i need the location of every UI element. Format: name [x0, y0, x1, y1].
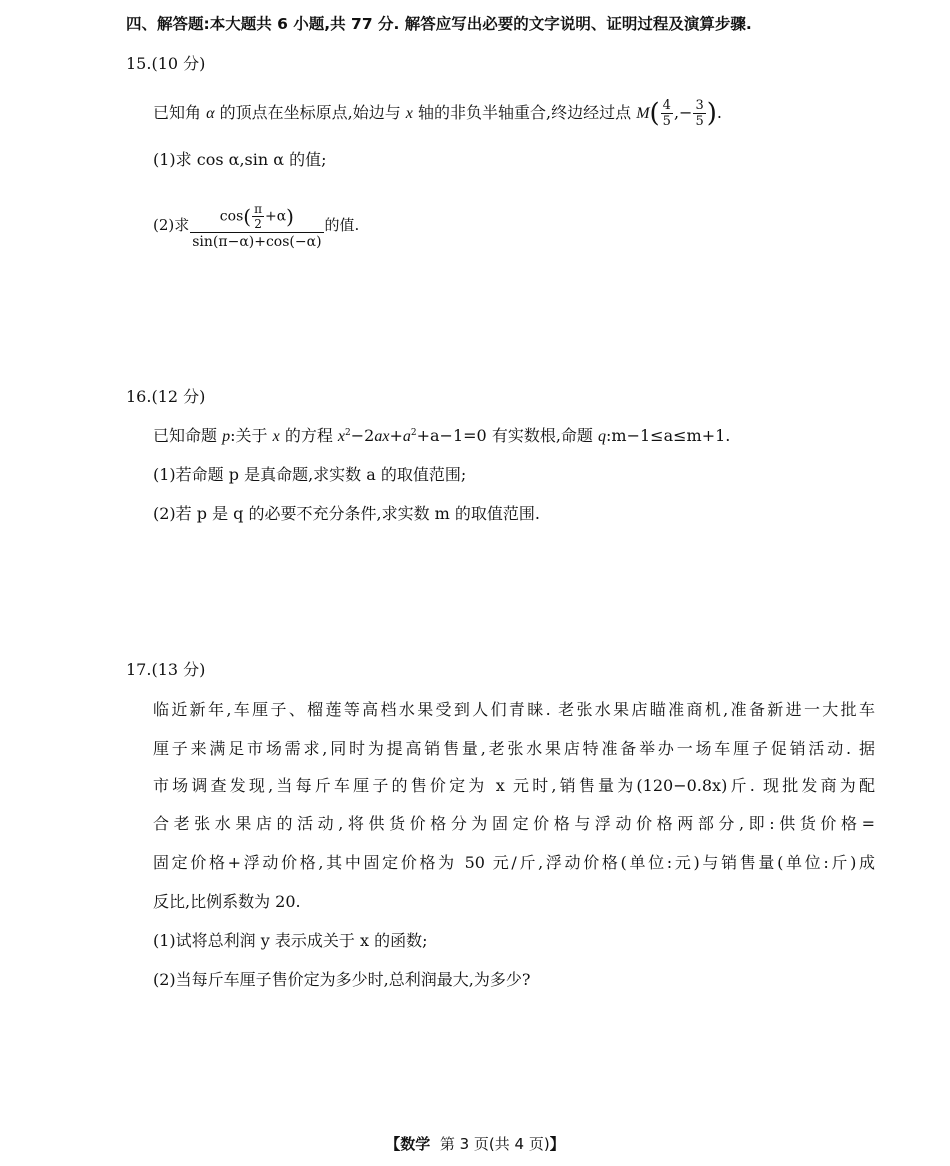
section-title: 四、解答题:本大题共 6 小题,共 77 分. 解答应写出必要的文字说明、证明过程及演算步骤. — [126, 15, 752, 33]
q16-stem-c: 的方程 — [284, 426, 333, 445]
q15-frac-2-den: 5 — [695, 114, 704, 129]
q15-frac-2 — [693, 99, 705, 128]
q15-stem-pre: 已知角 — [153, 103, 202, 122]
footer-bracket-close: 】 — [549, 1135, 565, 1153]
q15-part2-num-pi: π — [254, 202, 262, 216]
q17-paragraph-line-5: 固定价格+浮动价格,其中固定价格为 50 元/斤,浮动价格(单位:元)与销售量(单位:斤)成 — [153, 853, 875, 872]
q16-x: x — [272, 428, 280, 445]
q15-part1: (1)求 cos α,sin α 的值; — [153, 150, 327, 169]
footer-subject: 数学 — [400, 1135, 431, 1153]
q15-point-rparen: ) — [706, 98, 717, 129]
q16-eq-plus: + — [389, 426, 403, 445]
q15-stem-post: 轴的非负半轴重合,终边经过点 — [418, 103, 632, 122]
q17-part1: (1)试将总利润 y 表示成关于 x 的函数; — [153, 931, 428, 950]
q15-part2-pre: (2)求 — [153, 216, 190, 234]
q15-point-lparen: ( — [649, 98, 660, 129]
q15-frac-1-num: 4 — [662, 98, 671, 113]
q16-q: q — [598, 428, 607, 445]
q17-paragraph-line-1: 临近新年,车厘子、榴莲等高档水果受到人们青睐. 老张水果店瞄准商机,准备新进一大批车 — [153, 700, 875, 719]
q15-alpha: α — [206, 105, 215, 122]
q15-part2-num-tail: +α — [264, 208, 287, 225]
q15-stem-mid: 的顶点在坐标原点,始边与 — [219, 103, 401, 122]
q16-eq-x: x — [337, 428, 346, 445]
q15-stem — [153, 97, 722, 129]
q17-label: 17.(13 分) — [126, 660, 206, 679]
q17-paragraph-line-2: 厘子来满足市场需求,同时为提高销售量,老张水果店特准备举办一场车厘子促销活动. 据 — [153, 739, 875, 758]
q16-stem-d: 有实数根,命题 — [491, 426, 593, 445]
q15-label: 15.(10 分) — [126, 54, 206, 73]
q16-p: p — [222, 428, 231, 445]
q16-eq-mid: −2 — [350, 426, 375, 445]
q15-part2-numerator — [190, 203, 323, 233]
q16-stem-b: :关于 — [230, 426, 268, 445]
q16-eq-rest: +a−1=0 — [416, 426, 487, 445]
q15-part2-num-lparen: ( — [243, 204, 252, 229]
q15-part2-num-rparen: ) — [286, 204, 294, 229]
q16-eq-square: 2 — [345, 428, 351, 438]
footer-bracket-open: 【 — [385, 1135, 401, 1153]
page-footer — [0, 1134, 950, 1154]
q16-eq-a: a — [402, 428, 411, 445]
q15-part2-num-cos: cos — [219, 208, 244, 225]
q17-paragraph-line-3: 市场调查发现,当每斤车厘子的售价定为 x 元时,销售量为(120−0.8x)斤. 现批发商为配 — [153, 776, 875, 795]
q15-part2-num-two: 2 — [254, 217, 262, 231]
q17-paragraph-line-4: 合老张水果店的活动,将供货价格分为固定价格与浮动价格两部分,即:供货价格= — [153, 814, 875, 833]
q15-frac-2-num: 3 — [695, 98, 704, 113]
q15-point-sep: ,− — [673, 103, 693, 122]
q16-stem-a: 已知命题 — [153, 426, 218, 445]
q16-stem — [153, 426, 730, 447]
q15-point-end: . — [716, 103, 722, 122]
q15-frac-1-den: 5 — [662, 114, 671, 129]
q15-part2-denominator: sin(π−α)+cos(−α) — [192, 234, 322, 250]
q15-part2-num-frac — [252, 203, 264, 230]
q15-frac-1 — [661, 99, 673, 128]
q16-part1: (1)若命题 p 是真命题,求实数 a 的取值范围; — [153, 465, 467, 484]
q15-part2-post: 的值. — [324, 216, 360, 234]
q16-eq-square-2: 2 — [410, 428, 417, 438]
footer-page-number: 第 3 页(共 4 页) — [439, 1135, 550, 1153]
q16-label: 16.(12 分) — [126, 387, 206, 406]
q17-paragraph-line-6: 反比,比例系数为 20. — [153, 892, 301, 911]
q15-point-name: M — [636, 105, 650, 122]
q17-part2: (2)当每斤车厘子售价定为多少时,总利润最大,为多少? — [153, 970, 531, 989]
q16-eq-ax: ax — [374, 428, 390, 445]
q15-part2 — [153, 200, 359, 250]
q15-x: x — [405, 105, 413, 122]
q16-stem-e: :m−1≤a≤m+1. — [606, 426, 731, 445]
q16-part2: (2)若 p 是 q 的必要不充分条件,求实数 m 的取值范围. — [153, 504, 541, 523]
q15-part2-fraction — [190, 203, 323, 249]
